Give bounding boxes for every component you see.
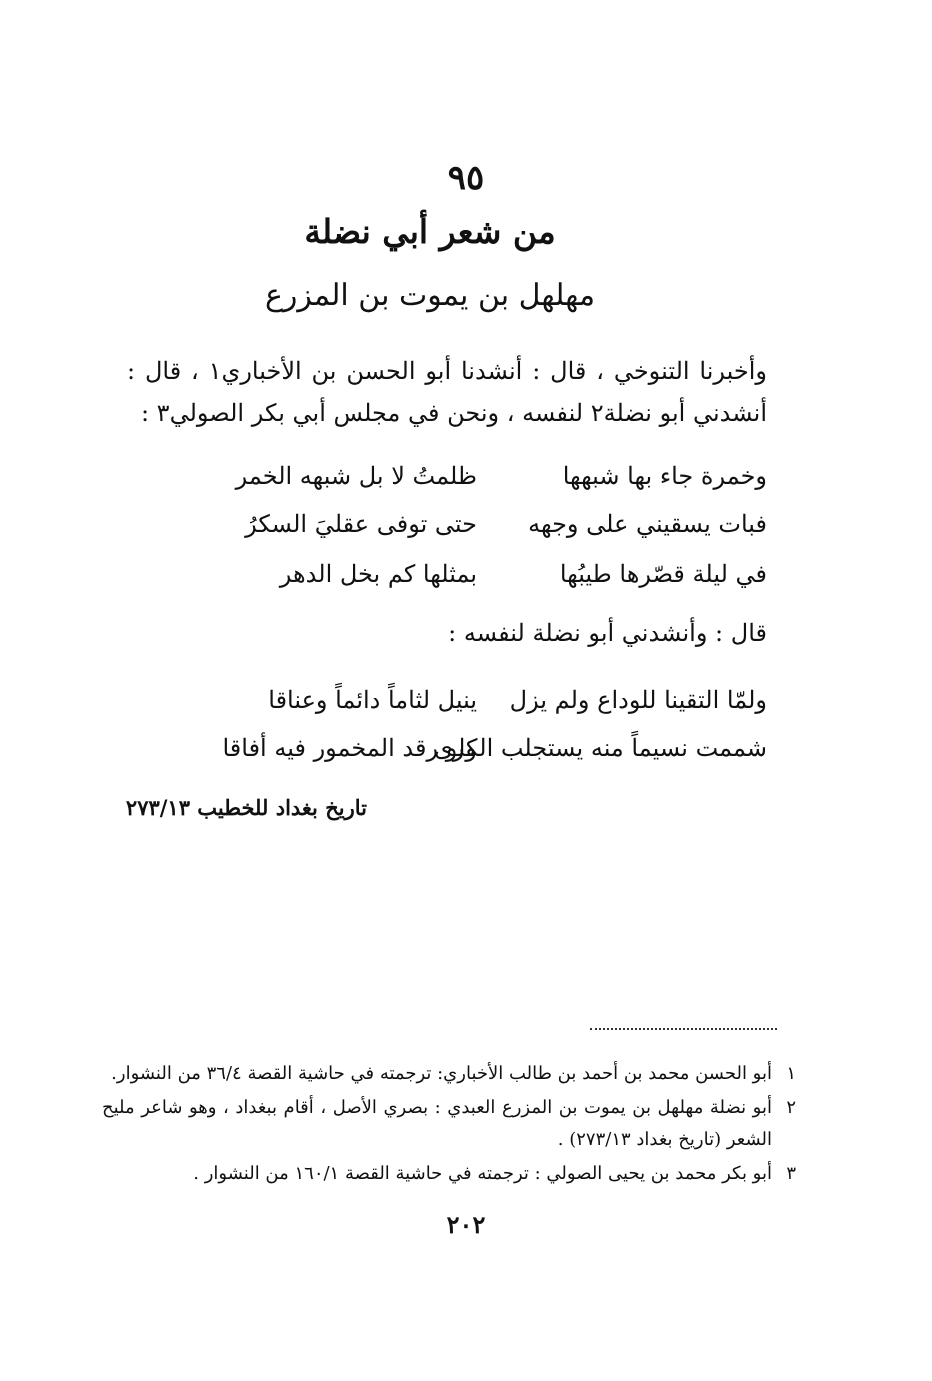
footnote <box>102 1058 796 1090</box>
verse-second-hemistich: ولو رقد المخمور فيه أفاقا <box>222 734 477 762</box>
verse-first-hemistich: شممت نسيماً منه يستجلب الكرى <box>433 734 767 762</box>
poem1-verse <box>7 560 767 602</box>
poem2-verse <box>7 686 767 728</box>
footnote <box>102 1092 796 1156</box>
intro2-paragraph: قال : وأنشدني أبو نضلة لنفسه : <box>448 619 767 647</box>
footnote-number: ٣ <box>786 1163 796 1184</box>
section-title: من شعر أبي نضلة <box>304 212 556 251</box>
verse-second-hemistich: بمثلها كم بخل الدهر <box>279 560 477 588</box>
verse-first-hemistich: ولمّا التقينا للوداع ولم يزل <box>509 686 767 714</box>
footnote-number: ٢ <box>786 1097 796 1118</box>
verse-second-hemistich: ظلمتُ لا بل شبهه الخمر <box>235 462 477 490</box>
intro-paragraph: وأخبرنا التنوخي ، قال : أنشدنا أبو الحسن بن الأخباري١ ، قال : أنشدني أبو نضلة٢ لنفسه ، ونحن في مجلس أبي بكر الصولي٣ : <box>127 357 767 427</box>
poem2-verse <box>7 734 767 776</box>
footnote-divider <box>590 1028 777 1030</box>
poem1-verse <box>7 510 767 552</box>
verse-first-hemistich: في ليلة قصّرها طيبُها <box>559 560 767 588</box>
footnote <box>102 1158 796 1190</box>
verse-second-hemistich: حتى توفى عقليَ السكرُ <box>245 510 477 538</box>
verse-second-hemistich: ينيل لثاماً دائماً وعناقا <box>268 686 477 714</box>
footnote-text: أبو بكر محمد بن يحيى الصولي : ترجمته في حاشية القصة ١٦٠/١ من النشوار . <box>193 1163 772 1184</box>
verse-first-hemistich: فبات يسقيني على وجهه <box>528 510 767 538</box>
section-subtitle: مهلهل بن يموت بن المزرع <box>264 278 596 313</box>
page-number: ٢٠٢ <box>446 1210 486 1239</box>
footnote-number: ١ <box>786 1063 796 1084</box>
footnote-text: أبو نضلة مهلهل بن يموت بن المزرع العبدي : بصري الأصل ، أقام ببغداد ، وهو شاعر مليح الشعر (تاريخ بغداد ٢٧٣/١٣) . <box>102 1097 772 1150</box>
poem1-verse <box>7 462 767 504</box>
source-citation: تاريخ بغداد للخطيب ٢٧٣/١٣ <box>125 795 367 820</box>
verse-first-hemistich: وخمرة جاء بها شبهها <box>562 462 767 490</box>
section-number: ٩٥ <box>447 158 485 198</box>
footnote-text: أبو الحسن محمد بن أحمد بن طالب الأخباري: ترجمته في حاشية القصة ٣٦/٤ من النشوار. <box>111 1063 772 1084</box>
